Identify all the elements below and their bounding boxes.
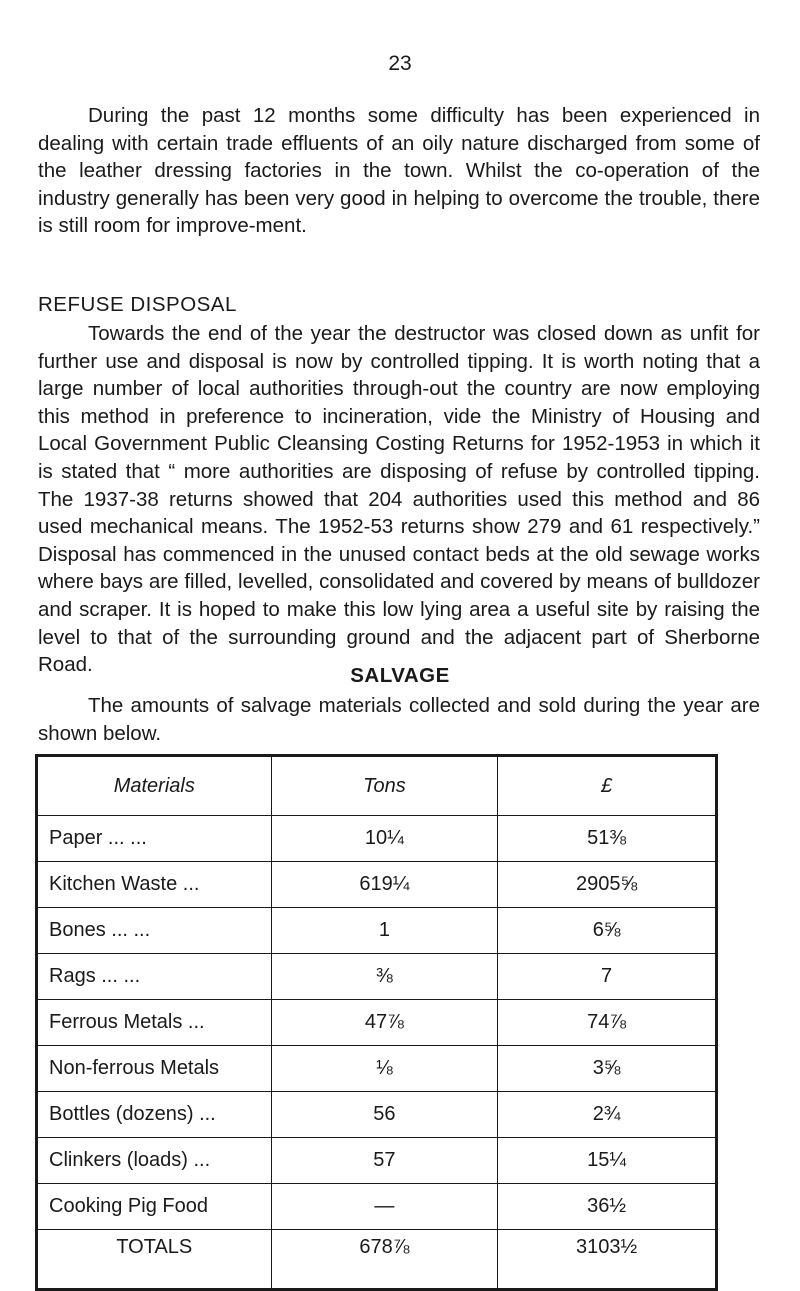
totals-label: TOTALS xyxy=(37,1230,272,1290)
heading-refuse-disposal: REFUSE DISPOSAL xyxy=(38,293,237,316)
paragraph-refuse-disposal: Towards the end of the year the destructor was closed down as unfit for further use and disposal is now by controlled tipping. It is worth noting that a large number of local authorities through-out the country are now employing this method in preference to incineration, vide the Ministry of Housing and Local Government Public Cleansing Costing Returns for 1952-1953 in which it is stated that “ more authorities are disposing of refuse by controlled tipping. The 1937-38 returns showed that 204 authorities used this method and 86 used mechanical means. The 1952-53 returns show 279 and 61 respectively.” Disposal has commenced in the unused contact beds at the old sewage works where bays are filled, levelled, consolidated and covered by means of bulldozer and scraper. It is hoped to make this low lying area a useful site by raising the level to that of the surrounding ground and the adjacent part of Sherborne Road. xyxy=(38,322,760,677)
table-row xyxy=(37,1092,717,1138)
pounds-cell: 7 xyxy=(498,954,717,1000)
pounds-cell: 2¾ xyxy=(498,1092,717,1138)
material-cell: Clinkers (loads) ... xyxy=(37,1138,272,1184)
tons-cell: ⅜ xyxy=(271,954,498,1000)
salvage-table xyxy=(35,754,718,1291)
totals-row xyxy=(37,1230,717,1290)
table-row xyxy=(37,1184,717,1230)
material-cell: Bottles (dozens) ... xyxy=(37,1092,272,1138)
tons-cell: 56 xyxy=(271,1092,498,1138)
material-cell: Rags ... ... xyxy=(37,954,272,1000)
pounds-cell: 6⅝ xyxy=(498,908,717,954)
tons-cell: 619¼ xyxy=(271,862,498,908)
heading-salvage: SALVAGE xyxy=(350,664,450,687)
table-row xyxy=(37,1046,717,1092)
pounds-cell: 51⅜ xyxy=(498,816,717,862)
pounds-cell: 74⅞ xyxy=(498,1000,717,1046)
paragraph-salvage-intro: The amounts of salvage materials collected and sold during the year are shown below. xyxy=(38,694,760,745)
header-pounds: £ xyxy=(498,756,717,816)
tons-cell: 47⅞ xyxy=(271,1000,498,1046)
tons-cell: — xyxy=(271,1184,498,1230)
table-row xyxy=(37,908,717,954)
paragraph-trade-effluents: During the past 12 months some difficulty has been experienced in dealing with certain trade effluents of an oily nature discharged from some of the leather dressing factories in the town. Whilst the co-operation of the industry generally has been very good in helping to overcome the trouble, there is still room for improve-ment. xyxy=(38,104,760,238)
material-cell: Cooking Pig Food xyxy=(37,1184,272,1230)
pounds-cell: 15¼ xyxy=(498,1138,717,1184)
material-cell: Paper ... ... xyxy=(37,816,272,862)
tons-cell: 57 xyxy=(271,1138,498,1184)
totals-pounds: 3103½ xyxy=(498,1230,717,1290)
header-tons: Tons xyxy=(271,756,498,816)
pounds-cell: 3⅝ xyxy=(498,1046,717,1092)
table-row xyxy=(37,1138,717,1184)
tons-cell: 10¼ xyxy=(271,816,498,862)
tons-cell: ⅛ xyxy=(271,1046,498,1092)
pounds-cell: 2905⅝ xyxy=(498,862,717,908)
material-cell: Kitchen Waste ... xyxy=(37,862,272,908)
table-row xyxy=(37,816,717,862)
header-materials: Materials xyxy=(37,756,272,816)
totals-tons: 678⅞ xyxy=(271,1230,498,1290)
table-row xyxy=(37,1000,717,1046)
table-row xyxy=(37,862,717,908)
page-number: 23 xyxy=(388,52,412,75)
material-cell: Bones ... ... xyxy=(37,908,272,954)
material-cell: Ferrous Metals ... xyxy=(37,1000,272,1046)
tons-cell: 1 xyxy=(271,908,498,954)
material-cell: Non-ferrous Metals xyxy=(37,1046,272,1092)
pounds-cell: 36½ xyxy=(498,1184,717,1230)
table-header-row xyxy=(37,756,717,816)
table-row xyxy=(37,954,717,1000)
